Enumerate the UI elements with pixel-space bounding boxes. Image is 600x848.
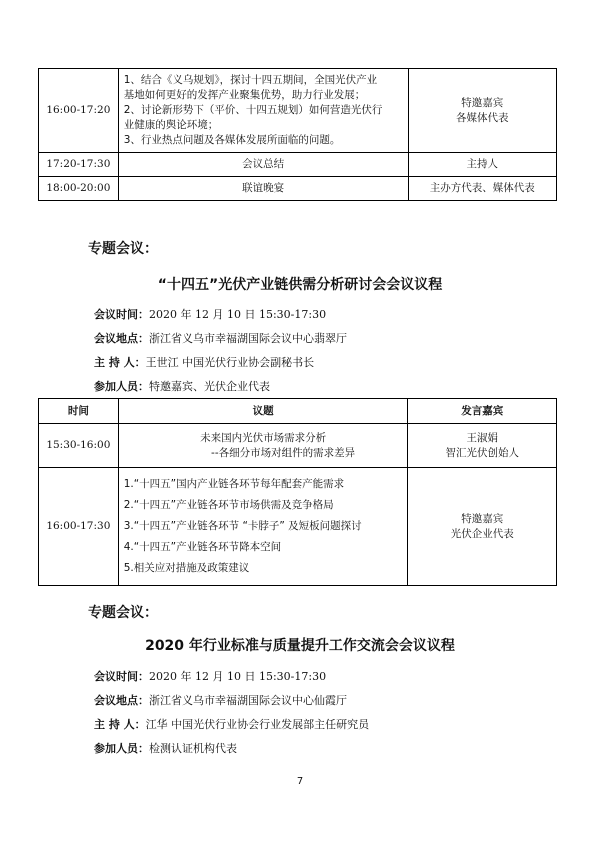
meeting-time bbox=[94, 306, 326, 322]
meeting-time-value: 2020 年 12 月 10 日 15:30-17:30 bbox=[149, 308, 327, 321]
time-cell: 18:00-20:00 bbox=[39, 177, 119, 201]
topic-line: 未来国内光伏市场需求分析 bbox=[200, 431, 327, 444]
topic-cell: 会议总结 bbox=[118, 153, 408, 177]
time-cell: 17:20-17:30 bbox=[39, 153, 119, 177]
meeting-time-label: 会议时间： bbox=[94, 308, 149, 321]
topic-line: 1.“十四五”国内产业链各环节每年配套产能需求 bbox=[123, 478, 345, 490]
page-number: 7 bbox=[296, 776, 304, 787]
topic-line: 2.“十四五”产业链各环节市场供需及竞争格局 bbox=[123, 499, 334, 511]
meeting-place-value: 浙江省义乌市幸福湖国际会议中心仙霞厅 bbox=[149, 694, 347, 707]
meeting-host-label: 主 持 人： bbox=[94, 718, 146, 731]
speaker-line: 光伏企业代表 bbox=[450, 527, 514, 540]
topic-cell: 联谊晚宴 bbox=[118, 177, 408, 201]
meeting-time bbox=[94, 668, 326, 684]
meeting-attendees bbox=[94, 378, 270, 394]
table-row bbox=[39, 69, 557, 153]
speaker-cell bbox=[408, 69, 556, 153]
time-cell: 16:00-17:20 bbox=[39, 69, 119, 153]
topic-line: 3.“十四五”产业链各环节 “卡脖子” 及短板问题探讨 bbox=[123, 520, 362, 532]
meeting-host-value: 江华 中国光伏行业协会行业发展部主任研究员 bbox=[145, 718, 370, 731]
section-title: “十四五”光伏产业链供需分析研讨会会议议程 bbox=[157, 277, 443, 293]
speaker-line: 智汇光伏创始人 bbox=[445, 446, 519, 459]
column-header-topic: 议题 bbox=[118, 399, 408, 424]
topic-cell bbox=[118, 468, 408, 586]
meeting-place-label: 会议地点： bbox=[94, 694, 149, 707]
meeting-attendees-value: 特邀嘉宾、光伏企业代表 bbox=[149, 380, 270, 393]
meeting-host-value: 王世江 中国光伏行业协会副秘书长 bbox=[145, 356, 315, 369]
topic-cell bbox=[118, 424, 408, 468]
speaker-line: 各媒体代表 bbox=[456, 111, 509, 124]
topic-line: 业健康的舆论环境； bbox=[123, 119, 219, 131]
meeting-attendees-label: 参加人员： bbox=[94, 742, 149, 755]
meeting-place-label: 会议地点： bbox=[94, 332, 149, 345]
agenda-table bbox=[38, 398, 557, 586]
table-header-row bbox=[39, 399, 557, 424]
section-label: 专题会议： bbox=[88, 605, 158, 621]
topic-line: 4.“十四五”产业链各环节降本空间 bbox=[123, 541, 282, 553]
meeting-place bbox=[94, 692, 347, 708]
section-title: 2020 年行业标准与质量提升工作交流会会议议程 bbox=[145, 638, 455, 654]
speaker-cell bbox=[408, 424, 557, 468]
table-row bbox=[39, 424, 557, 468]
speaker-line: 特邀嘉宾 bbox=[461, 512, 504, 525]
meeting-place bbox=[94, 330, 347, 346]
table-row bbox=[39, 468, 557, 586]
meeting-place-value: 浙江省义乌市幸福湖国际会议中心翡翠厅 bbox=[149, 332, 347, 345]
speaker-cell: 主持人 bbox=[408, 153, 556, 177]
meeting-attendees-value: 检测认证机构代表 bbox=[149, 742, 237, 755]
meeting-time-label: 会议时间： bbox=[94, 670, 149, 683]
time-cell: 15:30-16:00 bbox=[39, 424, 119, 468]
topic-cell bbox=[118, 69, 408, 153]
meeting-attendees-label: 参加人员： bbox=[94, 380, 149, 393]
table-row bbox=[39, 153, 557, 177]
meeting-time-value: 2020 年 12 月 10 日 15:30-17:30 bbox=[149, 670, 327, 683]
meeting-host bbox=[94, 716, 369, 732]
column-header-speaker: 发言嘉宾 bbox=[408, 399, 557, 424]
column-header-time: 时间 bbox=[39, 399, 119, 424]
table-row bbox=[39, 177, 557, 201]
speaker-line: 王淑娟 bbox=[466, 431, 498, 444]
top-agenda-table bbox=[38, 68, 557, 201]
topic-line: 基地如何更好的发挥产业聚集优势，助力行业发展； bbox=[123, 89, 366, 101]
speaker-line: 特邀嘉宾 bbox=[461, 96, 504, 109]
meeting-attendees bbox=[94, 740, 237, 756]
topic-line: 3、行业热点问题及各媒体发展所面临的问题。 bbox=[123, 134, 341, 146]
topic-line: --各细分市场对组件的需求差异 bbox=[211, 446, 356, 459]
topic-line: 1、结合《义乌规划》，探讨十四五期间，全国光伏产业 bbox=[123, 74, 378, 86]
speaker-cell: 主办方代表、媒体代表 bbox=[408, 177, 556, 201]
speaker-cell bbox=[408, 468, 557, 586]
time-cell: 16:00-17:30 bbox=[39, 468, 119, 586]
meeting-host bbox=[94, 354, 314, 370]
section-label: 专题会议： bbox=[88, 241, 158, 257]
meeting-host-label: 主 持 人： bbox=[94, 356, 146, 369]
topic-line: 5.相关应对措施及政策建议 bbox=[123, 562, 250, 574]
topic-line: 2、讨论新形势下（平价、十四五规划）如何营造光伏行 bbox=[123, 104, 383, 116]
